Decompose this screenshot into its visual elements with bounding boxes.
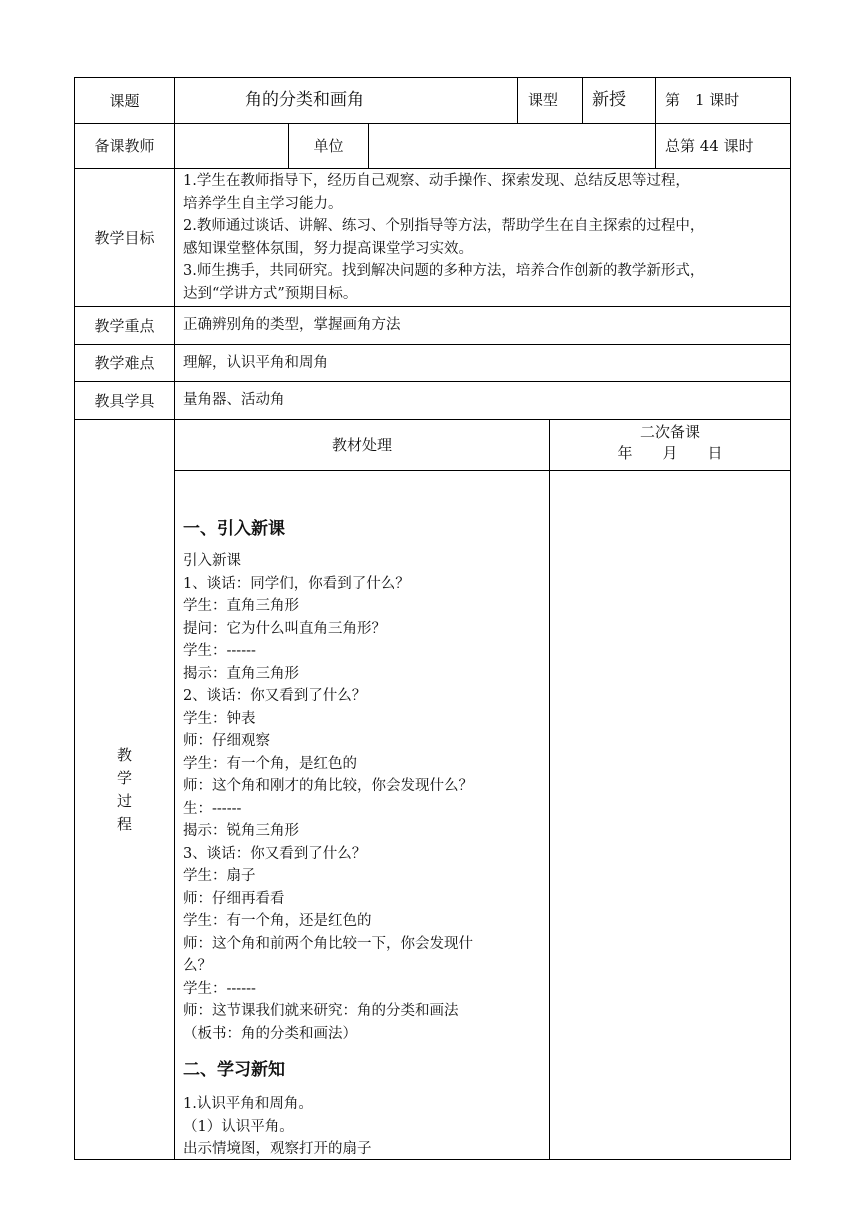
- key-points-value: 正确辨别角的类型，掌握画角方法: [183, 317, 401, 333]
- unit-label: 单位: [313, 137, 344, 155]
- process-header-divider: [174, 470, 791, 471]
- goals-line: 1.学生在教师指导下，经历自己观察、动手操作、探索发现、总结反思等过程，: [183, 173, 690, 189]
- goals-line: 3.师生携手，共同研究。找到解决问题的多种方法，培养合作创新的教学新形式，: [183, 263, 705, 279]
- process-label: [75, 420, 174, 1159]
- process-label-char: 过: [116, 791, 132, 810]
- content-line: 生：------: [183, 800, 242, 817]
- content-line: 师：这个角和刚才的角比较，你会发现什么？: [183, 778, 473, 794]
- tools-label: 教具学具: [94, 391, 155, 410]
- section-2-content: [183, 1093, 545, 1161]
- content-line: （1）认识平角。: [183, 1118, 294, 1135]
- goals-line: 达到“学讲方式”预期目标。: [183, 285, 358, 302]
- content-line: 学生：------: [183, 643, 256, 659]
- unit-value: [369, 124, 655, 168]
- content-line: 1、谈话：同学们，你看到了什么？: [183, 575, 410, 592]
- goals-line: 培养学生自主学习能力。: [183, 195, 343, 212]
- type-label: 课型: [528, 91, 559, 109]
- section-2-title: 二、学习新知: [183, 1060, 285, 1080]
- content-line: 师：这个角和前两个角比较一下，你会发现什: [183, 935, 473, 952]
- content-line: （板书：角的分类和画法）: [183, 1025, 357, 1042]
- topic-label: 课题: [109, 91, 140, 110]
- label-column-divider: [174, 77, 175, 1160]
- content-line: 么？: [183, 958, 212, 974]
- col-divider-topic: [517, 77, 518, 123]
- second-prep-date: 年 月 日: [617, 444, 723, 462]
- content-line: 揭示：直角三角形: [183, 665, 299, 682]
- content-line: 学生：扇子: [183, 868, 256, 884]
- difficulties-label: 教学难点: [94, 354, 155, 372]
- goals-line: 感知课堂整体氛围，努力提高课堂学习实效。: [183, 240, 473, 257]
- content-line: 师：这节课我们就来研究：角的分类和画法: [183, 1003, 459, 1019]
- total-lessons: 总第 44 课时: [665, 137, 754, 155]
- col-divider-lesson: [655, 77, 656, 168]
- content-line: 师：仔细再看看: [183, 890, 285, 907]
- process-label-char: 教: [116, 745, 132, 764]
- content-line: 学生：钟表: [183, 710, 256, 727]
- content-line: 1.认识平角和周角。: [183, 1096, 313, 1112]
- tools-value: 量角器、活动角: [183, 392, 285, 408]
- key-points-label: 教学重点: [94, 316, 155, 335]
- col-divider-type: [582, 77, 583, 123]
- content-line: 学生：有一个角，还是红色的: [183, 913, 372, 929]
- content-line: 提问：它为什么叫直角三角形？: [183, 620, 386, 637]
- second-prep-header: [550, 422, 790, 470]
- process-label-char: 程: [116, 814, 132, 833]
- content-line: 出示情境图，观察打开的扇子: [183, 1141, 372, 1157]
- material-column-header: 教材处理: [331, 436, 392, 454]
- row-divider-2: [74, 168, 791, 169]
- process-label-char: 学: [116, 768, 132, 787]
- goals-text: [183, 170, 783, 305]
- content-line: 2、谈话：你又看到了什么？: [183, 688, 367, 704]
- goals-line: 2.教师通过谈话、讲解、练习、个别指导等方法，帮助学生在自主探索的过程中，: [183, 218, 705, 234]
- second-prep-title: 二次备课: [639, 423, 700, 441]
- process-label-chars: [115, 744, 135, 836]
- col-divider-second-prep: [549, 419, 550, 1160]
- teacher-value: [175, 124, 288, 168]
- content-line: 3、谈话：你又看到了什么？: [183, 845, 367, 862]
- content-line: 学生：------: [183, 980, 256, 997]
- lesson-number: 第 1 课时: [665, 91, 740, 109]
- content-line: 师：仔细观察: [183, 733, 270, 749]
- section-1-content: [183, 550, 545, 1045]
- content-line: 学生：直角三角形: [183, 598, 299, 614]
- topic-value: 角的分类和画角: [245, 90, 364, 110]
- content-line: 揭示：锐角三角形: [183, 823, 299, 839]
- teacher-label: 备课教师: [94, 137, 155, 155]
- content-line: 引入新课: [183, 553, 241, 569]
- table-border-right: [790, 77, 791, 1160]
- section-1-title: 一、引入新课: [183, 519, 285, 539]
- type-value: 新授: [592, 90, 626, 110]
- difficulties-value: 理解，认识平角和周角: [183, 355, 328, 371]
- content-line: 学生：有一个角，是红色的: [183, 755, 357, 772]
- goals-label: 教学目标: [94, 228, 155, 247]
